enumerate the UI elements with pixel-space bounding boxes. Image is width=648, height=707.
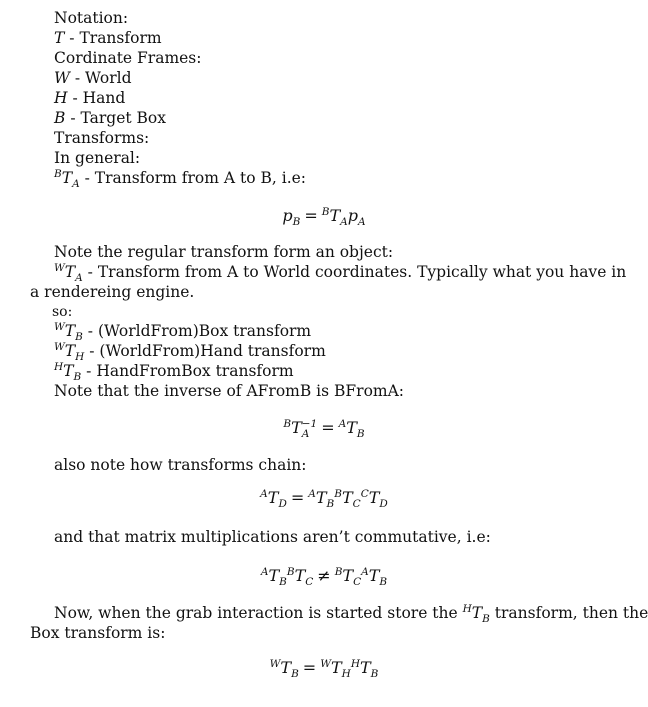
sym-T: T bbox=[61, 169, 73, 187]
equation-box: $^WT_B = ^WT_H^HT_B$ bbox=[269, 658, 379, 680]
frame-W bbox=[54, 68, 132, 88]
in-general: In general: bbox=[54, 149, 141, 167]
frames-heading: Cordinate Frames: bbox=[54, 49, 202, 67]
frame-B-label: - Target Box bbox=[70, 109, 166, 127]
wta-label: - Transform from A to World coordinates. Typically what you have in bbox=[87, 263, 627, 281]
wta-label-cont: a rendereing engine. bbox=[30, 283, 195, 301]
frame-H-label: - Hand bbox=[72, 89, 126, 107]
sym-T: T bbox=[54, 29, 65, 47]
wth-line: $^WT_H$ - (WorldFrom)Hand transform bbox=[54, 341, 326, 363]
wta-line: $^WT_A$ - Transform from A to World coordinates. Typically what you have in bbox=[54, 262, 627, 284]
so: so: bbox=[52, 304, 73, 320]
frame-B bbox=[54, 108, 166, 128]
note-regular: Note the regular transform form an object: bbox=[54, 243, 394, 261]
sym-p: p bbox=[282, 206, 293, 225]
transforms-heading: Transforms: bbox=[54, 129, 150, 147]
equation-noncommutative: $^AT_B^BT_C \ne ^BT_C^AT_B$ bbox=[260, 566, 388, 588]
notation-heading: Notation: bbox=[54, 9, 129, 27]
equation-chain: $^AT_D = ^AT_B^BT_C^CT_D$ bbox=[260, 488, 388, 510]
note-inverse: Note that the inverse of AFromB is BFromA: bbox=[54, 382, 405, 400]
wth-label: - (WorldFrom)Hand transform bbox=[89, 342, 326, 360]
now-when-line: Now, when the grab interaction is started store the $^HT_B$ transform, then the bbox=[54, 603, 648, 625]
and-that: and that matrix multiplications aren’t commutative, i.e: bbox=[54, 528, 491, 546]
frame-W-label: - World bbox=[74, 69, 132, 87]
sym-B: B bbox=[54, 109, 66, 127]
wtb-line: $^WT_B$ - (WorldFrom)Box transform bbox=[54, 321, 312, 343]
bta-line bbox=[54, 168, 306, 188]
also-note: also note how transforms chain: bbox=[54, 456, 307, 474]
wtb-label: - (WorldFrom)Box transform bbox=[87, 322, 312, 340]
now-when-b: transform, then the bbox=[494, 604, 648, 622]
now-when-a: Now, when the grab interaction is started store the bbox=[54, 604, 458, 622]
equation-pb: $p_B = ^BT_Ap_A$ bbox=[282, 206, 366, 228]
notation-T-label: - Transform bbox=[69, 29, 162, 47]
bta-label: - Transform from A to B, i.e: bbox=[84, 169, 307, 187]
sub-A: A bbox=[72, 178, 80, 190]
notation-T bbox=[54, 28, 162, 48]
sup-B: B bbox=[54, 168, 62, 180]
sym-W: W bbox=[54, 69, 70, 87]
htb-line: $^HT_B$ - HandFromBox transform bbox=[54, 361, 294, 383]
equation-inverse: $^B$T −1 A = $^AT_B$ bbox=[283, 417, 365, 440]
sym-H: H bbox=[54, 89, 68, 107]
box-is: Box transform is: bbox=[30, 624, 166, 642]
frame-H bbox=[54, 88, 125, 108]
htb-label: - HandFromBox transform bbox=[86, 362, 294, 380]
